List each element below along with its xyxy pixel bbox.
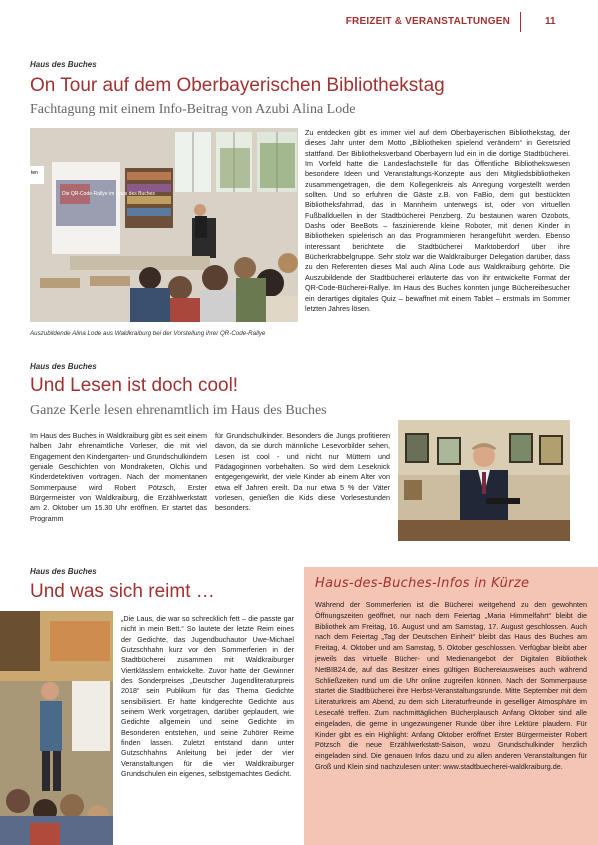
article3-photo [0,611,113,845]
article1-photo [30,128,298,322]
article1-body: Zu entdecken gibt es immer viel auf dem Oberbayerischen Bibliothekstag, der dieses Jahr unter dem Motto „Bibliotheken spielend verändern“ in Geretsried stattfand. Der Bibliotheksverband Oberbayern lud ein in die dortige Stadtbücherei. Im Vorfeld hatte die Landesfachstelle für das Öffentliche Bibliothekswesen besondere Ideen und Veranstaltungs-Konzepte aus den Mitgliedsbibliotheken zusammengetragen, die dem Kollegenkreis als Anregung vorgestellt werden sollten. Und so erfuhren die Gäste z.B. von FaBio, dem gut bestückten Bibliotheksfahrrad, das in Mannheim unterwegs ist, oder von virtuellen Fußballduellen in der Stadtbücherei Penzberg. Zu bestaunen waren Ozobots, Dashs oder BeeBots – faszinierende kleine Roboter, mit denen Kinder in Bibliotheken spielerisch an das Programmieren herangeführt werden. Ebenso interessant berichtete die Stadtbücherei Marktoberdorf über ihre Bücherkrabbelgruppe. Sehr stolz war die Waldkraiburger Delegation darüber, dass zu den Referenten dieses Mal auch Alina Lode aus Waldkraiburg gehörte. Die Auszubildende der Stadtbücherei erläuterte das von ihr entwickelte Format der QR-Code-Bücherei-Rallye. Im Haus des Buches konnten junge Büchereibesucher ein derartiges digitales Quiz – bewaffnet mit einem Tablet – erstmals im Sommer letzten Jahres lösen. [305,128,570,313]
slide-text: Die QR-Code-Rallye im Haus des Buches [62,191,155,197]
section-title: FREIZEIT & VERANSTALTUNGEN [345,16,510,27]
page-header [0,0,598,40]
article2-photo [398,420,570,541]
article1-subhead: Fachtagung mit einem Info-Beitrag von Azubi Alina Lode [30,102,356,117]
article2-subhead: Ganze Kerle lesen ehrenamtlich im Haus des Buches [30,403,327,418]
header-divider [520,12,521,32]
mayor-reading-photo [398,420,570,541]
article2-headline: Und Lesen ist doch cool! [30,375,239,396]
infobox-title: Haus-des-Buches-Infos in Kürze [315,576,530,591]
library-talk-photo [30,128,298,322]
article2-col2: für Grundschulkinder. Besonders die Jungs profitieren davon, da sie durch männliche Lesevorbilder sehen, Lesen ist cool - und nicht nur Müttern und Pädagoginnen vorbehalten. So wird dem Leseknick entgegengewirkt, der viele Kinder ab einem Alter von etwa elf Jahren ereilt. Da nur etwa 5 % der Väter vorlesen, genießen die Kids diese Vorlesestunden besonders. [215,431,390,513]
article3-body: „Die Laus, die war so schrecklich fett – die passte gar nicht in mein Bett.“ So lautete der letzte Reim eines der Gedichte, das Jugendbuchautor Uwe-Michael Gutzschhahn kurz vor den Sommerferien in der Stadtbücherei zusammen mit Waldkraiburger Viertklässlern entwickelte. Zuvor hatte der Gewinner des Sonderpreises „Deutscher Jugendliteraturpreis 2018“ sein Publikum für das Thema Gedichte sensibilisiert. Er hatte kindgerechte Gedichte aus seinem Werk vorgetragen, darüber geplaudert, wie Gedichte allgemein und seine Gedichte im Besonderen entstehen, und seine Zuhörer Reime finden lassen. Zuletzt entstand dann unter Gutzschhahns Anleitung bei jeder der vier Veranstaltungen für die vier Waldkraiburger Grundschulen ein eigenes, selbstgemachtes Gedicht. [121,614,294,779]
page-number: 11 [545,16,556,27]
article1-kicker: Haus des Buches [30,60,97,69]
article3-headline: Und was sich reimt … [30,581,215,602]
article1-caption: Auszubildende Alina Lode aus Waldkraiburg bei der Vorstellung ihrer QR-Code-Rallye [30,330,266,337]
article2-col1: Im Haus des Buches in Waldkraiburg gibt es seit einem halben Jahr ehrenamtliche Vorleser, die mit viel Engagement den Kindergarten- und Grundschulkindern geniale Geschichten von Mondraketen, Olchis und Kinderdetektiven vortragen. Nach der momentanen Sommerpause wird Robert Pötzsch, Erster Bürgermeister von Waldkraiburg, die Erzählwerkstatt am 2. Oktober um 15.30 Uhr eröffnen. Er startet das Programm [30,431,207,523]
article3-kicker: Haus des Buches [30,567,97,576]
article1-headline: On Tour auf dem Oberbayerischen Bibliothekstag [30,75,445,96]
infobox [304,567,598,845]
sign-text: ten [31,170,38,176]
article2-kicker: Haus des Buches [30,362,97,371]
infobox-body: Während der Sommerferien ist die Bücherei weitgehend zu den gewohnten Öffnungszeiten geöffnet, nur nach dem Feiertag „Maria Himmelfahrt“ bleibt die Bibliothek am Freitag, 16. August und am Samstag, 17. August geschlossen. Auch nach dem Feiertag „Tag der Deutschen Einheit“ bleibt das Haus des Buches am Freitag, 4. Oktober und am Samstag, 5. Oktober geschlossen. Verfügbar bleibt aber jeweils das virtuelle Bücher- und Medienangebot der Digitalen Bibliothek NetBIB24.de, auf das Besitzer eines gültigen Büchereiausweises auch während Schließzeiten rund um die Uhr online zugreifen können. Nach der Sommerpause startet die Stadtbücherei ihre Herbst-Veranstaltungsrunde. Mitte September mit dem Literaturkreis am Abend, zu dem sich Literaturfreunde in geselliger Atmosphäre im Lesecafé treffen. Zum nachmittäglichen Bücherplausch Anfang Oktober sind alle eingeladen, die gerne in ungezwungener Runde über ihre Lektüre plaudern. Für Kinder gibt es ein Highlight: Anfang Oktober eröffnet Erster Bürgermeister Robert Pötzsch die neue Erzählwerkstatt-Saison, wozu Grundschulkinder herzlich eingeladen sind. Die genauen Infos dazu und zu allen anderen Veranstaltungen für Groß und Klein sind nachzulesen unter: www.stadtbuecherei-waldkraiburg.de. [315,600,587,771]
poetry-workshop-photo [0,611,113,845]
